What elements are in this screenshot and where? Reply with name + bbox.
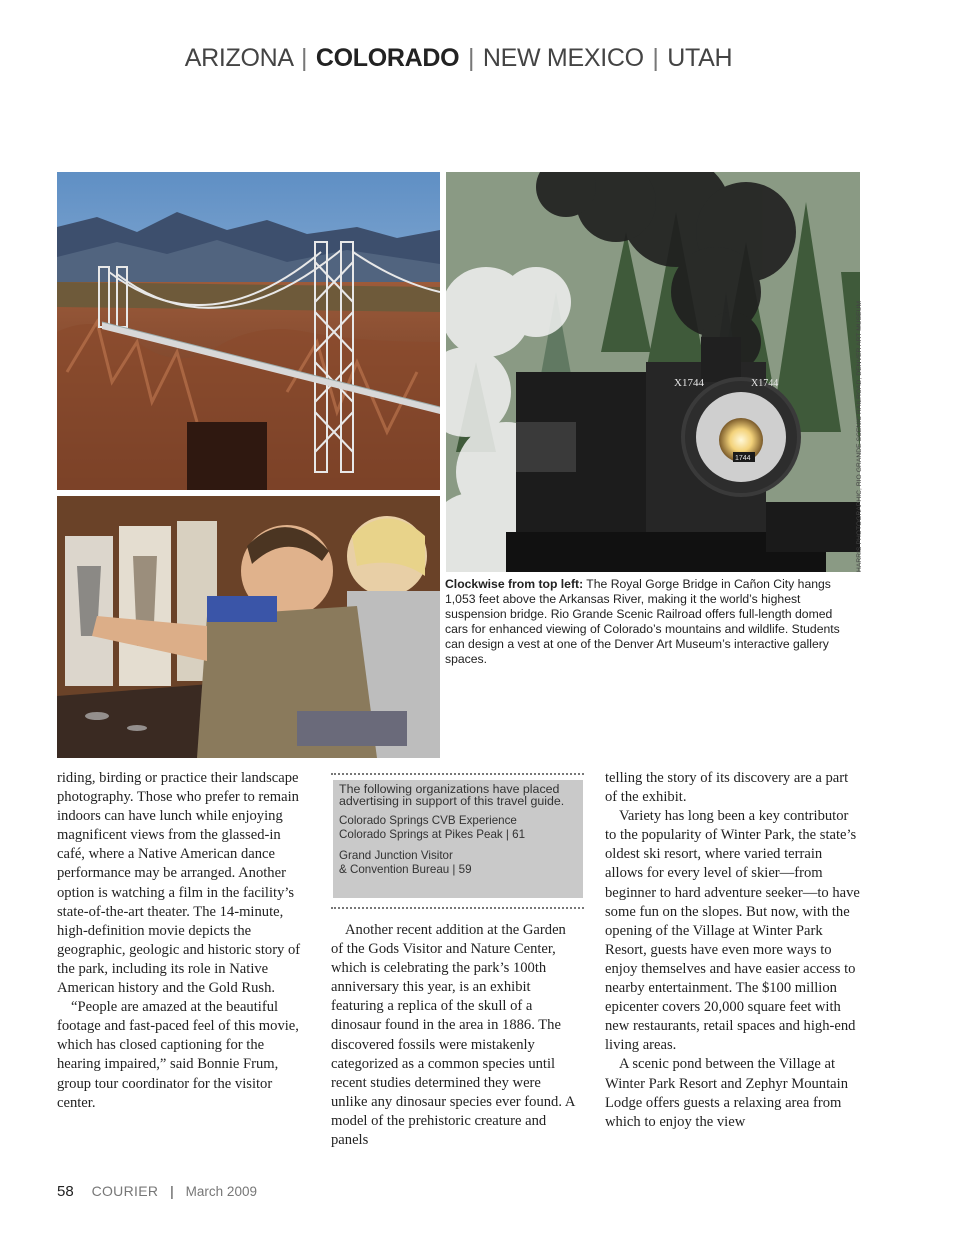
- museum-kids-photo: [57, 496, 440, 758]
- article-column-2: [331, 921, 581, 1150]
- steam-train-photo-icon: [446, 172, 860, 572]
- column1-paragraph-2: “People are amazed at the beautiful footage and fast-paced feel of this movie, which has closed captioning for the hearing impaired,” said Bonnie Frum, group tour coordinator for the visitor center.: [57, 999, 299, 1111]
- advertiser-entry: [339, 849, 577, 876]
- bridge-photo-icon: [57, 172, 440, 490]
- engine-number-left: X1744: [674, 377, 704, 389]
- article-column-1: [57, 769, 303, 1113]
- advertiser-entry-line: Grand Junction Visitor: [339, 849, 453, 862]
- photo-credit: HARRIS PHOTOGRAPHIC, RIO GRANDE SCENIC RAILROAD, DENVER ART MUSEUM: [856, 300, 863, 572]
- article-column-3: [605, 769, 863, 1132]
- advertiser-entry-line: Colorado Springs at Pikes Peak | 61: [339, 827, 526, 841]
- header-separator: |: [652, 44, 659, 72]
- advertiser-box: [331, 773, 584, 909]
- advertiser-entry-line: & Convention Bureau | 59: [339, 862, 472, 876]
- header-separator: |: [467, 44, 475, 72]
- magazine-name: COURIER: [91, 1183, 159, 1199]
- caption-text: The Royal Gorge Bridge in Cañon City hangs 1,053 feet above the Arkansas River, making it the world’s highest suspension bridge. Rio Grande Scenic Railroad offers full-length domed cars for enhanced viewing of Colorado’s mountains and wildlife. Students can design a vest at one of the Denver Art Museum’s interactive gallery spaces.: [445, 577, 840, 666]
- steam-train-photo: [446, 172, 860, 572]
- page-footer: [57, 1183, 257, 1200]
- column3-paragraph-1: telling the story of its discovery are a part of the exhibit.: [605, 770, 849, 806]
- section-header: [0, 44, 917, 73]
- footer-separator: |: [170, 1183, 174, 1199]
- caption-lead: Clockwise from top left:: [445, 577, 584, 591]
- museum-kids-photo-icon: [57, 496, 440, 758]
- advertiser-box-inner: [333, 780, 583, 898]
- column3-paragraph-3: A scenic pond between the Village at Winter Park Resort and Zephyr Mountain Lodge offers guests a relaxing area from which to enjoy the view: [605, 1056, 848, 1130]
- issue-date: March 2009: [185, 1184, 257, 1199]
- photo-caption: [445, 577, 850, 667]
- advertiser-intro: The following organizations have placed advertising in support of this travel guide.: [339, 782, 565, 808]
- header-state-utah: UTAH: [667, 44, 733, 72]
- page-number: 58: [57, 1183, 74, 1200]
- advertiser-entry: [339, 814, 577, 841]
- advertiser-entry-line: Colorado Springs CVB Experience: [339, 814, 517, 827]
- column2-paragraph-1: Another recent addition at the Garden of the Gods Visitor and Nature Center, which is celebrating the park’s 100th anniversary this year, is an exhibit featuring a replica of the skull of a dinosaur found in the area in 1886. The discovered fossils were mistakenly categorized as a common species until recent studies determined they were unlike any dinosaur species ever found. A model of the prehistoric creature and panels: [331, 922, 575, 1149]
- engine-plate: 1744: [735, 455, 751, 462]
- engine-number-right: X1744: [751, 378, 779, 389]
- header-state-arizona: ARIZONA: [184, 44, 293, 72]
- bridge-photo: [57, 172, 440, 490]
- column3-paragraph-2: Variety has long been a key contributor to the popularity of Winter Park, the state’s oldest ski resort, where varied terrain allows for every level of skier—from beginner to hard adventure seeker—to have some fun on the slopes. But now, with the opening of the Village at Winter Park Resort, guests have even more ways to enjoy themselves and have easier access to nearby entertainment. The $100 million epicenter covers 20,000 square feet with new restaurants, retail spaces and high-end living areas.: [605, 808, 860, 1054]
- header-state-colorado: COLORADO: [315, 44, 460, 72]
- header-state-new-mexico: NEW MEXICO: [482, 44, 644, 72]
- header-separator: |: [301, 44, 308, 72]
- column1-paragraph-1: riding, birding or practice their landscape photography. Those who prefer to remain indoors can have lunch while enjoying magnificent views from the glassed-in café, where a Native American dance performance may be arranged. Another option is watching a film in the facility’s state-of-the-art theater. The 14-minute, high-definition movie depicts the geographic, geologic and historic story of the park, including its role in Native American history and the Gold Rush.: [57, 770, 301, 997]
